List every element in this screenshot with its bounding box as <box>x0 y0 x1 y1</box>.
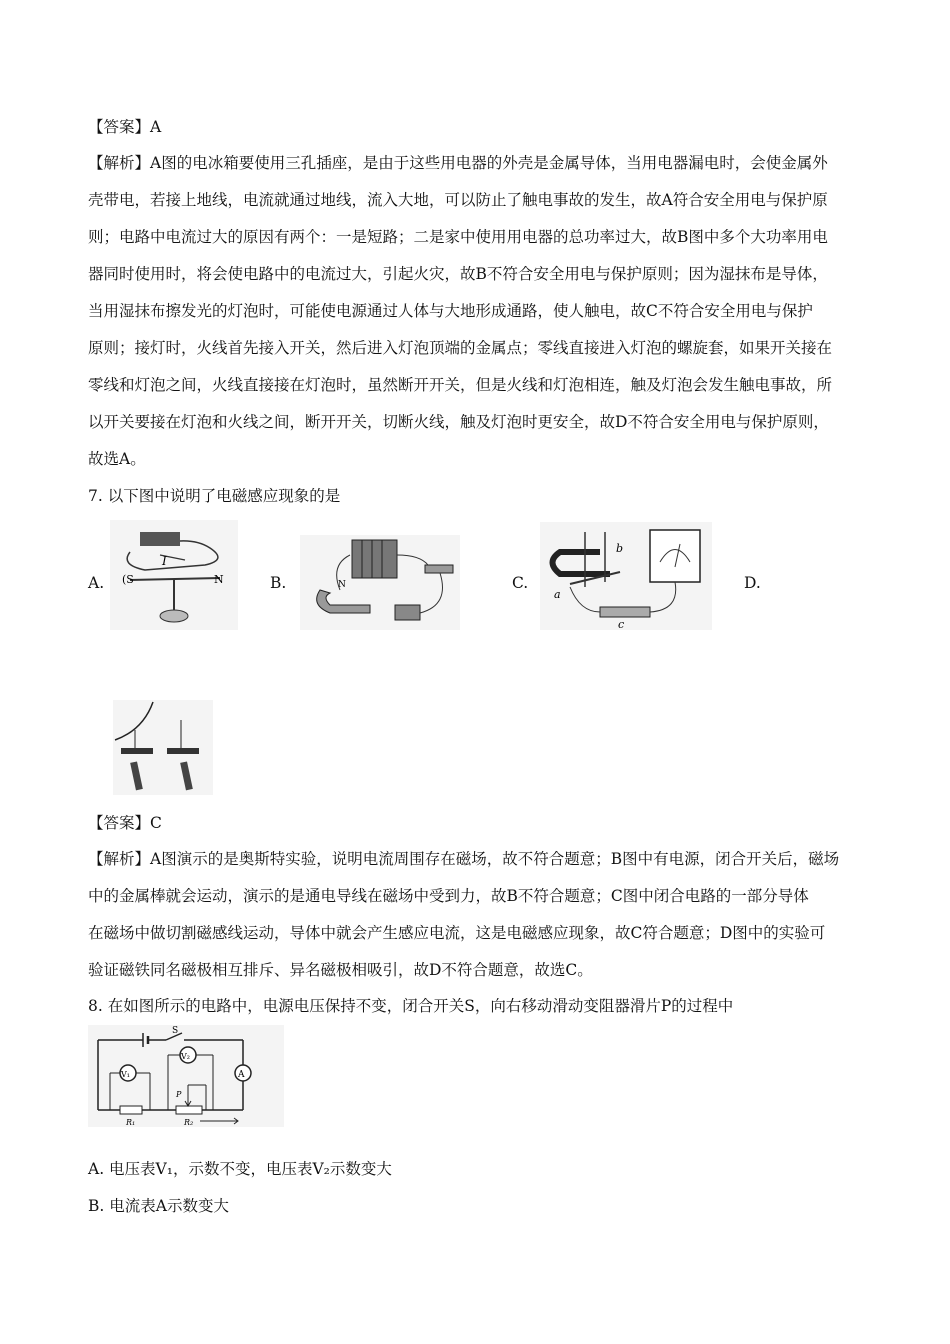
q6-analysis-line-5: 当用湿抹布擦发光的灯泡时，可能使电源通过人体与大地形成通路，使人触电，故C不符合安全用电与保护 <box>88 302 813 320</box>
q8-r2-label: R₂ <box>184 1118 194 1127</box>
q8-slider-label: P <box>176 1090 182 1099</box>
q6-analysis-line-8: 以开关要接在灯泡和火线之间，断开开关，切断火线，触及灯泡时更安全，故D不符合安全用电与保护原则， <box>88 413 829 431</box>
q8-v2-label: V₂ <box>181 1052 190 1061</box>
q8-switch-label: S <box>172 1026 179 1036</box>
q8-r1-label: R₁ <box>126 1118 136 1127</box>
q7-option-c-label: C. <box>512 574 529 592</box>
q7-analysis-line-2: 中的金属棒就会运动，演示的是通电导线在磁场中受到力，故B不符合题意；C图中闭合电路的一部分导体 <box>88 887 809 905</box>
q7-option-b-label: B. <box>270 574 287 592</box>
q6-analysis-line-3: 则；电路中电流过大的原因有两个：一是短路；二是家中使用用电器的总功率过大，故B图中多个大功率用电 <box>88 228 828 246</box>
q7-option-a-label: A. <box>88 574 105 592</box>
q6-analysis-line-1: 【解析】A图的电冰箱要使用三孔插座，是由于这些用电器的外壳是金属导体，当用电器漏电时，会使金属外 <box>88 154 828 172</box>
q6-answer: 【答案】A <box>88 118 162 136</box>
q7-figure-b <box>300 535 460 630</box>
q6-analysis-line-4: 器同时使用时，将会使电路中的电流过大，引起火灾，故B不符合安全用电与保护原则；因为湿抹布是导体， <box>88 265 828 283</box>
q7-figure-d <box>113 700 213 795</box>
q7-answer: 【答案】C <box>88 814 162 832</box>
q7-figure-a-s-label: (S <box>122 573 134 586</box>
q6-analysis-line-9: 故选A。 <box>88 450 146 468</box>
q8-circuit-figure <box>88 1025 284 1127</box>
q8-option-a: A. 电压表V₁，示数不变，电压表V₂示数变大 <box>88 1160 392 1178</box>
q8-stem: 8. 在如图所示的电路中，电源电压保持不变，闭合开关S，向右移动滑动变阻器滑片P的过程中 <box>88 997 734 1015</box>
q8-ammeter-label: A <box>238 1070 245 1080</box>
q7-analysis-line-1: 【解析】A图演示的是奥斯特实验，说明电流周围存在磁场，故不符合题意；B图中有电源，闭合开关后，磁场 <box>88 850 840 868</box>
q7-figure-c-a-label: a <box>554 588 561 601</box>
q7-figure-a-current-label: I <box>162 554 167 568</box>
q7-figure-c-b-label: b <box>616 542 624 555</box>
q8-option-b: B. 电流表A示数变大 <box>88 1197 229 1215</box>
q7-figure-c-c-label: c <box>618 618 625 630</box>
q6-analysis-line-2: 壳带电，若接上地线，电流就通过地线，流入大地，可以防止了触电事故的发生，故A符合安全用电与保护原 <box>88 191 828 209</box>
q7-figure-a-n-label: N <box>214 573 224 586</box>
q7-figure-a <box>110 520 238 630</box>
q7-stem: 7. 以下图中说明了电磁感应现象的是 <box>88 487 341 505</box>
q7-option-d-label: D. <box>744 574 761 592</box>
q7-analysis-line-3: 在磁场中做切割磁感线运动，导体中就会产生感应电流，这是电磁感应现象，故C符合题意；D图中的实验可 <box>88 924 826 942</box>
q7-figure-c <box>540 522 712 630</box>
q7-analysis-line-4: 验证磁铁同名磁极相互排斥、异名磁极相吸引，故D不符合题意，故选C。 <box>88 961 593 979</box>
q7-figure-b-n-label: N <box>338 580 346 590</box>
q8-v1-label: V₁ <box>121 1070 130 1079</box>
q6-analysis-line-7: 零线和灯泡之间，火线直接接在灯泡时，虽然断开开关，但是火线和灯泡相连，触及灯泡会发生触电事故，所 <box>88 376 833 394</box>
q6-analysis-line-6: 原则；接灯时，火线首先接入开关，然后进入灯泡顶端的金属点；零线直接进入灯泡的螺旋套，如果开关接在 <box>88 339 833 357</box>
